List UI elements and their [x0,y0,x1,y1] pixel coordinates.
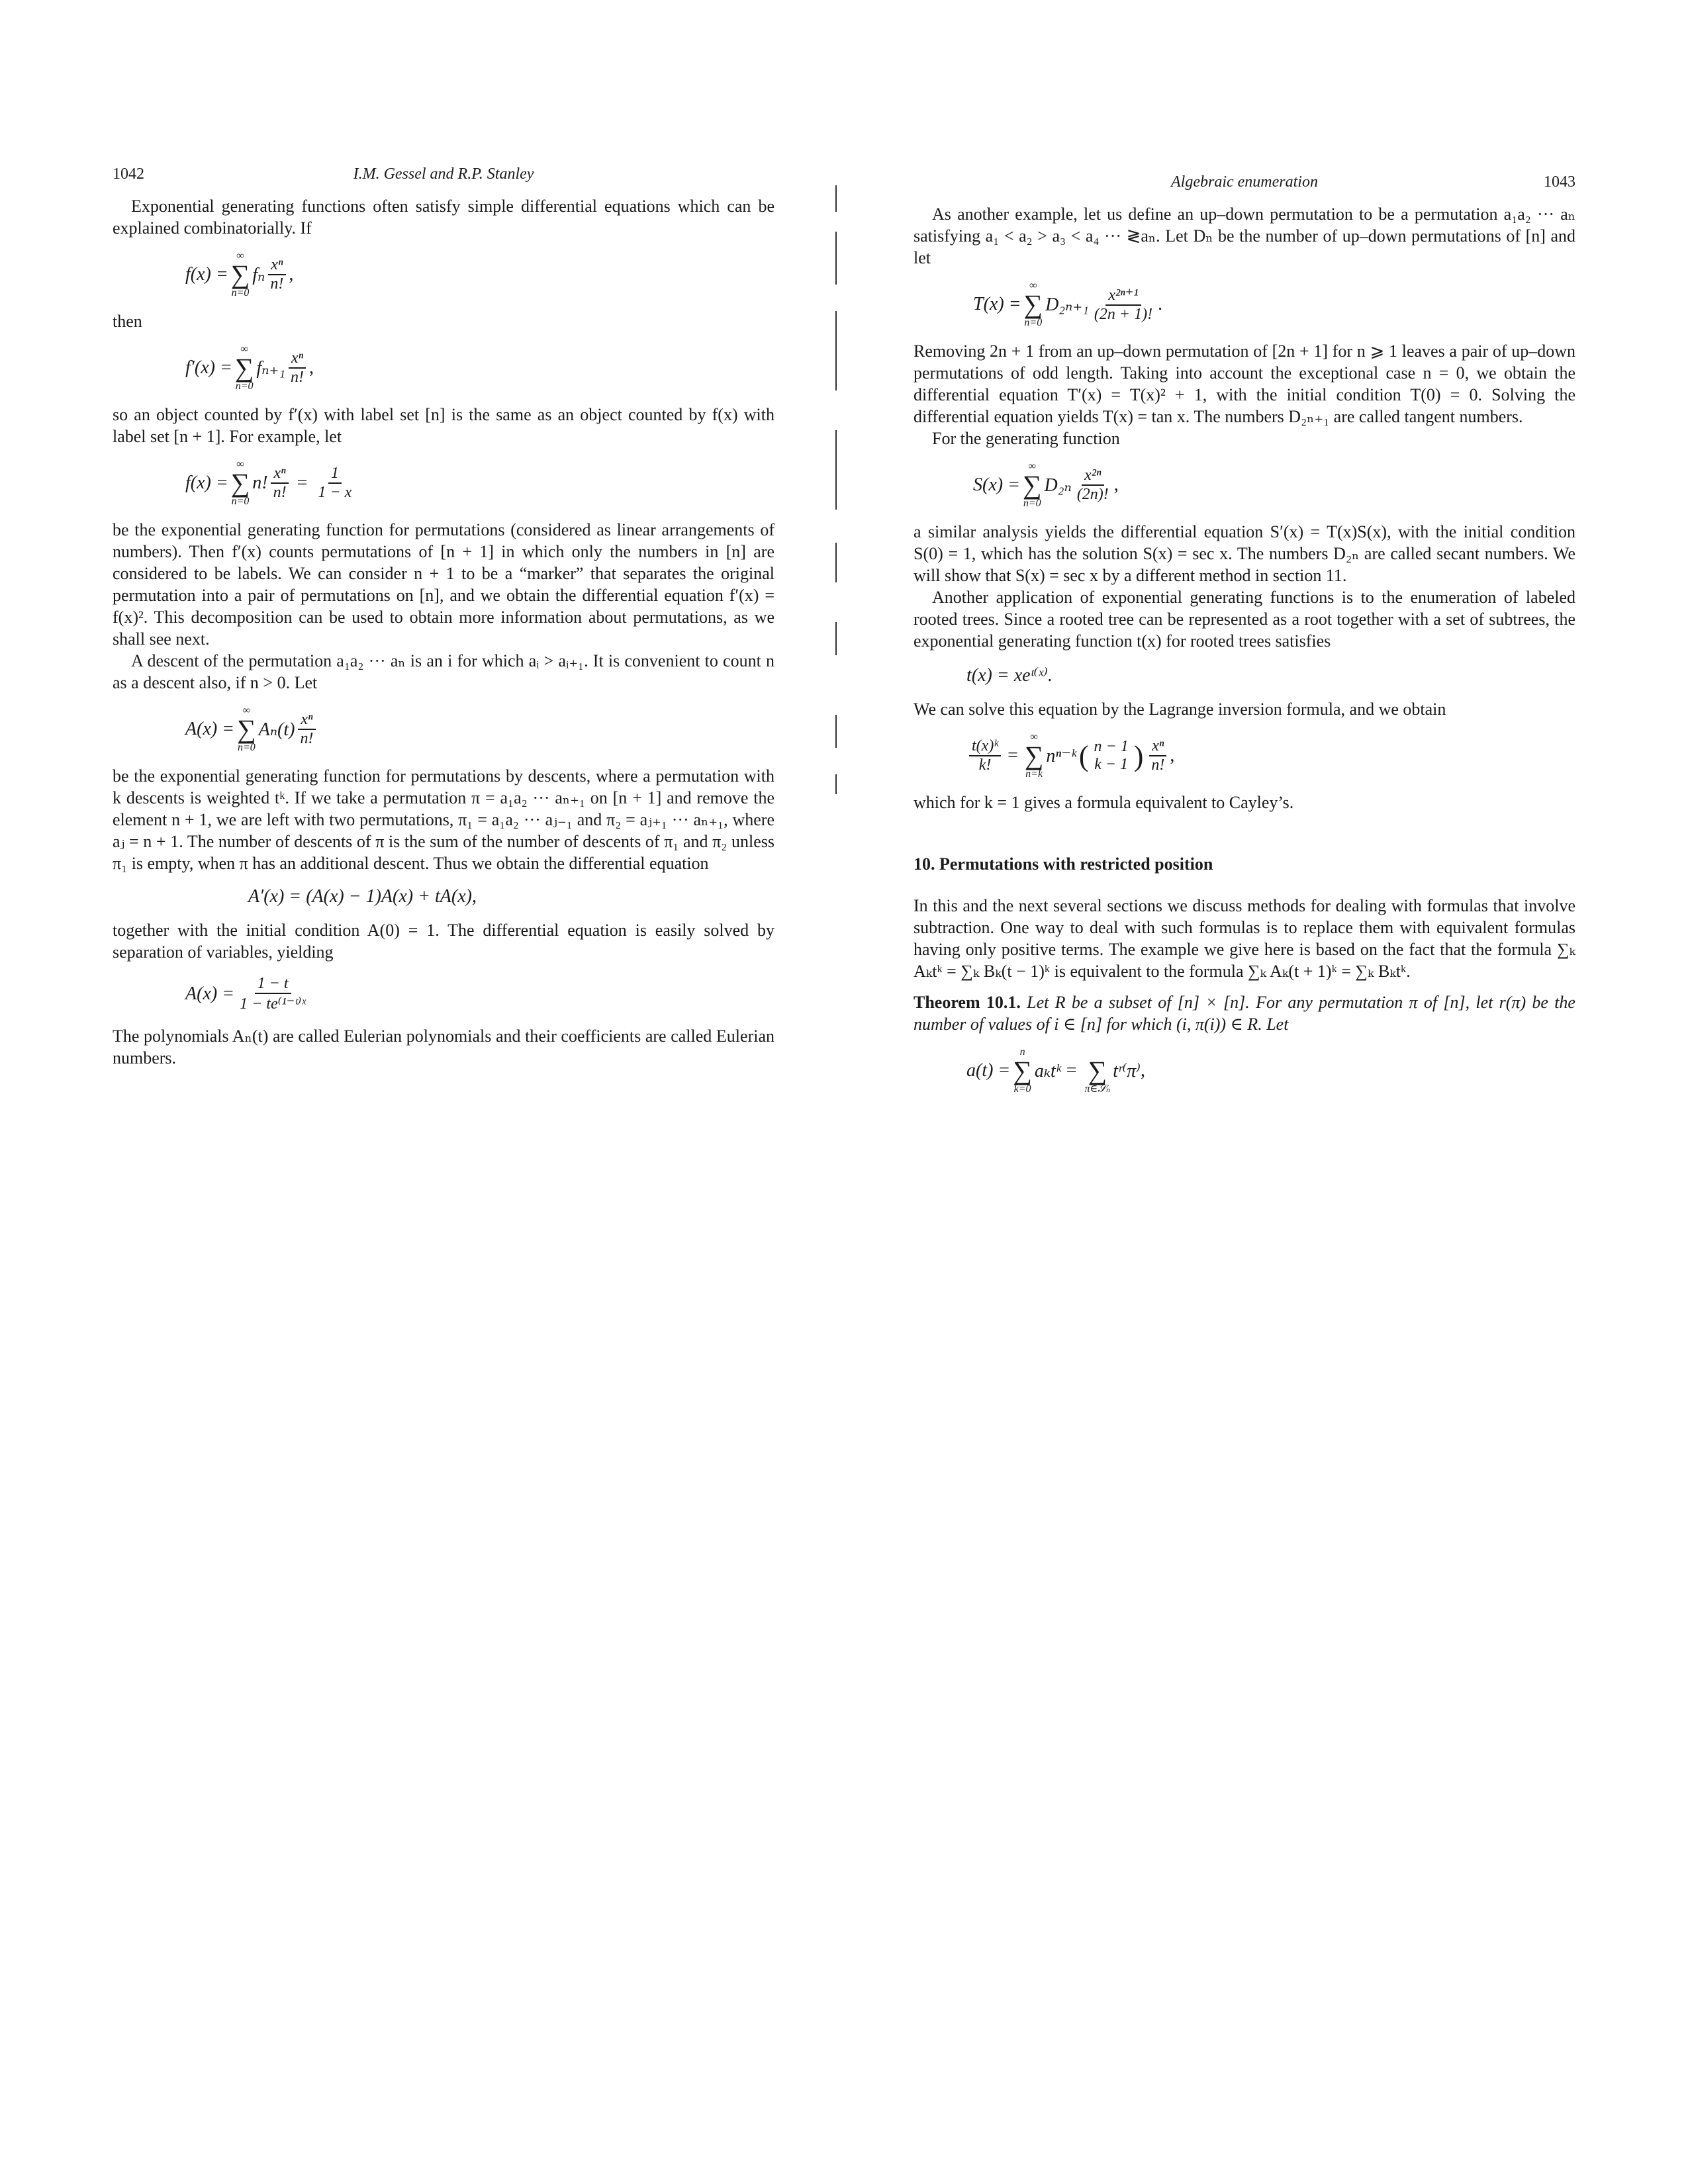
equation: $\frac{\text{t(x)ᵏ}}{k!}$ = ∞ ∑ n=k nⁿ⁻ᵏ ( n − 1 k − 1 ) $\frac{\text{xⁿ}}{n!}$ , [966,732,1575,780]
fraction: $\frac{\text{xⁿ}}{n!}$ [267,256,286,293]
equation: A(x) = $\frac{1 - t}{\text{1 − te⁽¹⁻ᵗ⁾ˣ}}$ [185,975,774,1013]
fraction: $\frac{\text{x²ⁿ⁺¹}}{(2n + 1)!}$ [1094,287,1153,323]
summation: ∞ ∑ n=0 [237,705,256,753]
equation: T(x) = ∞ ∑ n=0 D₂ₙ₊₁ $\frac{\text{x²ⁿ⁺¹}}{(2n + 1)!}$ . [973,280,1163,328]
summation: ∞ ∑ n=k [1024,731,1044,780]
summation: ∞ ∑ n=0 [230,459,250,507]
running-head-title: I.M. Gessel and R.P. Stanley [353,165,534,183]
paragraph: As another example, let us define an up–down permutation to be a permutation a₁a₂ ··· aₙ satisfying a₁ < a₂ > a₃ < a₄ ··· ≷aₙ. Let Dₙ be the number of up–down permutations of [n] and let [914,205,1575,267]
gutter-mark [835,430,837,510]
paragraph: The polynomials Aₙ(t) are called Eulerian polynomials and their coefficients are called Eulerian numbers. [113,1026,774,1068]
equation: S(x) = ∞ ∑ n=0 D₂ₙ $\frac{\text{x²ⁿ}}{(2n)!}$ , [973,461,1119,509]
equation: a(t) = n ∑ k=0 aₖtᵏ = ∑ π∈𝒮ₙ tʳ⁽π⁾ , [966,1046,1146,1095]
equation: f(x) = ∞ ∑ n=0 n! $\frac{\text{xⁿ}}{n!}$ = $\frac{1}{1 - x}$ [185,459,774,507]
theorem [914,991,1575,1035]
fraction: $\frac{\text{x²ⁿ}}{(2n)!}$ [1076,467,1109,503]
fraction: $\frac{\text{xⁿ}}{n!}$ [297,711,316,748]
section-heading: 10. Permutations with restricted position [914,854,1213,874]
gutter-mark [835,543,837,582]
paragraph: together with the initial condition A(0) = 1. The differential equation is easily solved by separation of variables, yielding [113,921,774,962]
paragraph: so an object counted by f′(x) with label set [n] is the same as an object counted by f(x) with label set [n + 1]. For example, let [113,405,774,446]
theorem-text: Let R be a subset of [n] × [n]. For any permutation π of [n], let r(π) be the number of values of i ∈ [n] for which (i, π(i)) ∈ R. Let [914,993,1575,1034]
theorem-label: Theorem 10.1. [914,993,1021,1012]
paragraph: Another application of exponential generating functions is to the enumeration of labeled rooted trees. Since a rooted tree can be represented as a root together with a set of subtrees, the exponential generating function t(x) for rooted trees satisfies [914,588,1575,651]
gutter-mark [835,185,837,212]
page-number: 1042 [113,165,144,183]
paragraph: which for k = 1 gives a formula equivalent to Cayley’s. [914,793,1294,812]
fraction: $\frac{\text{t(x)ᵏ}}{k!}$ [969,737,1001,774]
summation: ∞ ∑ n=0 [1023,280,1043,328]
summation: ∑ π∈𝒮ₙ [1084,1056,1111,1095]
fraction: $\frac{1 - t}{\text{1 − te⁽¹⁻ᵗ⁾ˣ}}$ [240,975,306,1013]
paragraph: be the exponential generating function for permutations by descents, where a permutation with k descents is weighted tᵏ. If we take a permutation π = a₁a₂ ··· aₙ₊₁ on [n + 1] and remove the element n + 1, we are left with two permutations, π₁ = a₁a₂ ··· aⱼ₋₁ and π₂ = aⱼ₊₁ ··· aₙ₊₁, where aⱼ = n + 1. The number of descents of π is the sum of the number of descents of π₁ and π₂ unless π₁ is empty, when π has an additional descent. Thus we obtain the differential equation [113,766,774,873]
paragraph: For the generating function [932,429,1120,448]
paragraph: A descent of the permutation a₁a₂ ··· aₙ is an i for which aᵢ > aᵢ₊₁. It is convenient to count n as a descent also, if n > 0. Let [113,651,774,692]
equation: A(x) = ∞ ∑ n=0 Aₙ(t) $\frac{\text{xⁿ}}{n!}$ [185,705,774,753]
gutter-mark [835,622,837,655]
page-number: 1043 [1544,173,1575,191]
left-page [113,165,774,1069]
paragraph: In this and the next several sections we discuss methods for dealing with formulas that involve subtraction. One way to deal with such formulas is to replace them with equivalent formulas having only positive terms. The example we give here is based on the fact that the formula ∑ₖ Aₖtᵏ = ∑ₖ Bₖ(t − 1)ᵏ is equivalent to the formula ∑ₖ Aₖ(t + 1)ᵏ = ∑ₖ Bₖtᵏ. [914,896,1575,981]
fraction: $\frac{\text{xⁿ}}{n!}$ [1149,737,1167,774]
summation: n ∑ k=0 [1013,1046,1032,1095]
equation: f(x) = ∞ ∑ n=0 fₙ $\frac{\text{xⁿ}}{n!}$ , [185,250,294,298]
gutter-mark [835,715,837,748]
equation: t(x) = xeᵗ⁽ˣ⁾. [966,665,1053,686]
paragraph: Exponential generating functions often satisfy simple differential equations which can be explained combinatorially. If [113,197,774,238]
running-head [914,173,1575,203]
paragraph: We can solve this equation by the Lagrange inversion formula, and we obtain [914,700,1446,719]
summation: ∞ ∑ n=0 [234,343,254,392]
running-head-title: Algebraic enumeration [1171,173,1318,191]
summation: ∞ ∑ n=0 [1022,461,1042,509]
fraction: $\frac{\text{xⁿ}}{n!}$ [271,465,289,502]
paragraph: then [113,312,142,331]
equation: f′(x) = ∞ ∑ n=0 fₙ₊₁ $\frac{\text{xⁿ}}{n!}$ , [185,343,314,392]
paragraph: a similar analysis yields the differential equation S′(x) = T(x)S(x), with the initial condition S(0) = 1, which has the solution S(x) = sec x. The numbers D₂ₙ are called secant numbers. We will show that S(x) = sec x by a different method in section 11. [914,522,1575,585]
summation: ∞ ∑ n=0 [230,250,250,298]
fraction: $\frac{\text{xⁿ}}{n!}$ [288,349,306,387]
gutter-mark [835,232,837,285]
running-head [113,165,774,195]
binomial: n − 1 k − 1 [1094,738,1129,773]
equation: A′(x) = (A(x) − 1)A(x) + tA(x), [248,886,477,907]
paragraph: be the exponential generating function for permutations (considered as linear arrangements of numbers). Then f′(x) counts permutations of [n + 1] in which only the numbers in [n] are considered to be labels. We can consider n + 1 to be a “marker” that separates the original permutation into a pair of permutations on [n], and we obtain the differential equation f′(x) = f(x)². This decomposition can be used to obtain more information about permutations, as we shall see next. [113,520,774,649]
paragraph: Removing 2n + 1 from an up–down permutation of [2n + 1] for n ⩾ 1 leaves a pair of up–down permutations of odd length. Taking into account the exceptional case n = 0, we obtain the differential equation T′(x) = T(x)² + 1, with the initial condition T(0) = 0. Solving the differential equation yields T(x) = tan x. The numbers D₂ₙ₊₁ are called tangent numbers. [914,341,1575,426]
right-page [914,165,1575,1107]
fraction: $\frac{1}{1 - x}$ [318,465,352,501]
gutter-mark [835,774,837,794]
gutter-mark [835,311,837,390]
